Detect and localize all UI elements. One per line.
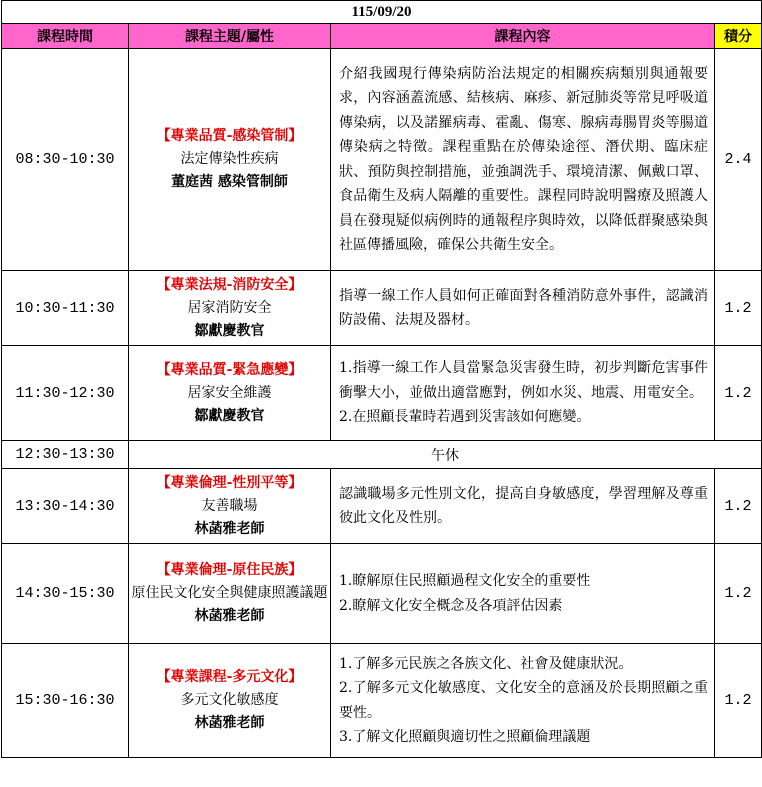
time-cell: 15:30-16:30 (2, 644, 129, 758)
schedule-date: 115/09/20 (2, 1, 762, 24)
content-line: 3.了解文化照顧與適切性之照顧倫理議題 (339, 729, 591, 745)
course-title: 法定傳染性疾病 (180, 151, 279, 167)
course-category: 【專業倫理-原住民族】 (156, 562, 303, 578)
credit-cell: 1.2 (715, 271, 762, 346)
course-title: 多元文化敏感度 (180, 692, 279, 708)
course-teacher: 林菡雅老師 (194, 715, 265, 731)
table-row (2, 644, 762, 758)
credit-cell: 2.4 (715, 49, 762, 271)
credit-cell: 1.2 (715, 644, 762, 758)
topic-cell (129, 271, 331, 346)
topic-cell (129, 644, 331, 758)
header-time: 課程時間 (2, 24, 129, 49)
header-row (2, 24, 762, 49)
credit-cell: 1.2 (715, 346, 762, 441)
content-cell (331, 644, 715, 758)
header-content: 課程內容 (331, 24, 715, 49)
content-line: 介紹我國現行傳染病防治法規定的相關疾病類別與通報要求，內容涵蓋流感、結核病、麻疹、新冠肺炎等常見呼吸道傳染病，以及諾羅病毒、霍亂、傷寒、腺病毒腸胃炎等腸道傳染病之特徵。課程重點在於傳染途徑、潛伏期、臨床症狀、預防與控制措施，並強調洗手、環境清潔、佩戴口罩、食品衛生及病人隔離的重要性。課程同時說明醫療及照護人員在發現疑似病例時的通報程序與時效，以降低群聚感染與社區傳播風險，確保公共衛生安全。 (339, 65, 708, 253)
course-title: 居家安全維護 (187, 384, 272, 401)
header-credit: 積分 (715, 24, 762, 49)
table-row (2, 49, 762, 271)
content-line: 2.在照顧長輩時若遇到災害該如何應變。 (339, 409, 591, 426)
topic-cell (129, 469, 331, 544)
topic-cell (129, 49, 331, 271)
content-line: 1.了解多元民族之各族文化、社會及健康狀況。 (339, 655, 633, 672)
course-title: 友善職場 (201, 497, 258, 514)
time-cell: 13:30-14:30 (2, 469, 129, 544)
content-line: 認識職場多元性別文化，提高自身敏感度，學習理解及尊重彼此文化及性別。 (339, 485, 708, 526)
time-cell: 14:30-15:30 (2, 544, 129, 644)
course-category: 【專業品質-緊急應變】 (156, 361, 303, 378)
course-title: 原住民文化安全與健康照護議題 (131, 585, 328, 601)
content-cell (331, 49, 715, 271)
course-category: 【專業倫理-性別平等】 (156, 474, 303, 491)
course-teacher: 林菡雅老師 (194, 520, 265, 537)
time-cell: 08:30-10:30 (2, 49, 129, 271)
course-teacher: 董庭茜 感染管制師 (171, 174, 288, 190)
course-title: 居家消防安全 (187, 299, 272, 316)
content-cell (331, 271, 715, 346)
table-row (2, 469, 762, 544)
table-row (2, 271, 762, 346)
lunch-break: 午休 (129, 441, 762, 469)
time-cell: 12:30-13:30 (2, 441, 129, 469)
content-cell (331, 346, 715, 441)
time-cell: 10:30-11:30 (2, 271, 129, 346)
time-cell: 11:30-12:30 (2, 346, 129, 441)
content-line: 2.了解多元文化敏感度、文化安全的意涵及於長期照顧之重要性。 (339, 680, 708, 721)
content-line: 指導一線工作人員如何正確面對各種消防意外事件，認識消防設備、法規及器材。 (339, 287, 708, 328)
course-category: 【專業課程-多元文化】 (156, 669, 303, 685)
table-row (2, 544, 762, 644)
table-row (2, 346, 762, 441)
credit-cell: 1.2 (715, 544, 762, 644)
topic-cell (129, 544, 331, 644)
table-row (2, 441, 762, 469)
content-cell (331, 469, 715, 544)
content-cell (331, 544, 715, 644)
course-teacher: 林菡雅老師 (194, 608, 265, 624)
course-teacher: 鄒獻慶教官 (194, 407, 265, 424)
schedule-table (1, 0, 762, 758)
topic-cell (129, 346, 331, 441)
date-row (2, 1, 762, 24)
course-category: 【專業法規-消防安全】 (156, 276, 303, 293)
content-line: 1.瞭解原住民照顧過程文化安全的重要性 (339, 573, 591, 589)
content-line: 2.瞭解文化安全概念及各項評估因素 (339, 597, 563, 614)
course-teacher: 鄒獻慶教官 (194, 322, 265, 339)
credit-cell: 1.2 (715, 469, 762, 544)
content-line: 1.指導一線工作人員當緊急災害發生時，初步判斷危害事件衝擊大小，並做出適當應對，例如水災、地震、用電安全。 (339, 360, 708, 401)
header-topic: 課程主題/屬性 (129, 24, 331, 49)
course-category: 【專業品質-感染管制】 (156, 128, 303, 144)
